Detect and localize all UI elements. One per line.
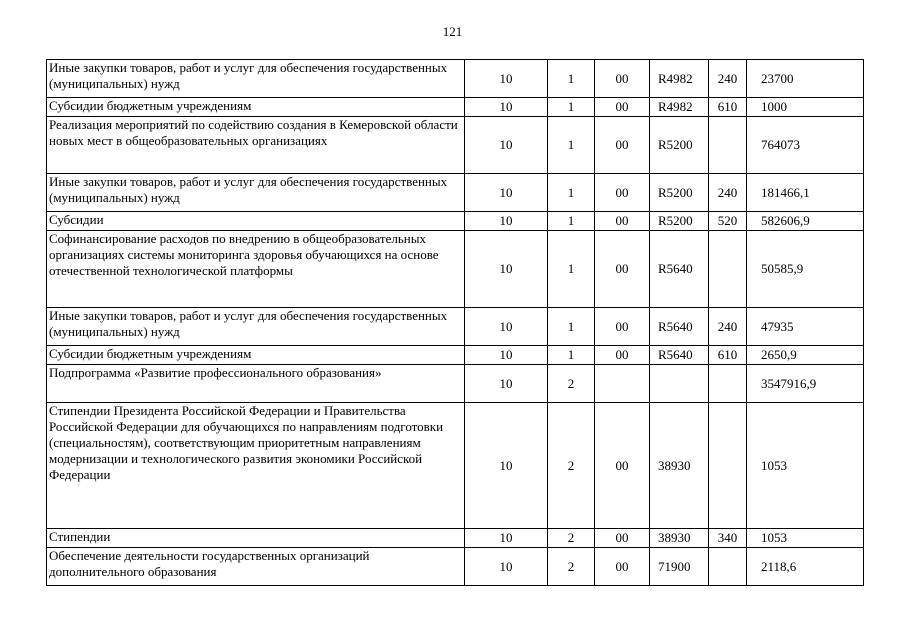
cell-amount: 181466,1 [747, 174, 864, 212]
cell-expense-type [709, 548, 747, 586]
cell-program: 00 [595, 60, 650, 98]
cell-program: 00 [595, 346, 650, 365]
cell-name: Субсидии бюджетным учреждениям [47, 98, 465, 117]
cell-code: R4982 [650, 98, 709, 117]
table-row [47, 174, 864, 212]
cell-amount: 47935 [747, 308, 864, 346]
cell-code: R5200 [650, 117, 709, 174]
cell-code: R5640 [650, 231, 709, 308]
cell-expense-type [709, 403, 747, 529]
cell-subsection: 1 [548, 231, 595, 308]
cell-section: 10 [465, 98, 548, 117]
table-row [47, 365, 864, 403]
cell-name: Софинансирование расходов по внедрению в общеобразовательных организациях системы мониторинга здоровья обучающихся на основе отечественной технологической платформы [47, 231, 465, 308]
cell-section: 10 [465, 308, 548, 346]
cell-code: 38930 [650, 529, 709, 548]
table-row [47, 308, 864, 346]
table-row [47, 231, 864, 308]
cell-name: Обеспечение деятельности государственных организаций дополнительного образования [47, 548, 465, 586]
cell-expense-type [709, 365, 747, 403]
cell-section: 10 [465, 174, 548, 212]
cell-amount: 23700 [747, 60, 864, 98]
cell-name: Иные закупки товаров, работ и услуг для обеспечения государственных (муниципальных) нужд [47, 60, 465, 98]
cell-amount: 3547916,9 [747, 365, 864, 403]
cell-code [650, 365, 709, 403]
cell-program: 00 [595, 98, 650, 117]
cell-expense-type: 340 [709, 529, 747, 548]
cell-amount: 582606,9 [747, 212, 864, 231]
cell-section: 10 [465, 231, 548, 308]
cell-code: R5200 [650, 212, 709, 231]
table-row [47, 529, 864, 548]
cell-name: Стипендии [47, 529, 465, 548]
page-number: 121 [442, 24, 463, 39]
cell-name: Иные закупки товаров, работ и услуг для обеспечения государственных (муниципальных) нужд [47, 308, 465, 346]
cell-code: 38930 [650, 403, 709, 529]
cell-subsection: 2 [548, 403, 595, 529]
table-row [47, 212, 864, 231]
cell-expense-type: 610 [709, 98, 747, 117]
cell-expense-type: 240 [709, 308, 747, 346]
cell-program: 00 [595, 403, 650, 529]
budget-table [46, 59, 864, 586]
cell-program [595, 365, 650, 403]
cell-subsection: 1 [548, 346, 595, 365]
cell-subsection: 1 [548, 174, 595, 212]
cell-name: Субсидии [47, 212, 465, 231]
cell-section: 10 [465, 365, 548, 403]
cell-amount: 764073 [747, 117, 864, 174]
cell-subsection: 1 [548, 117, 595, 174]
cell-name: Субсидии бюджетным учреждениям [47, 346, 465, 365]
cell-program: 00 [595, 231, 650, 308]
cell-code: R5640 [650, 346, 709, 365]
cell-section: 10 [465, 403, 548, 529]
cell-subsection: 1 [548, 60, 595, 98]
table-row [47, 403, 864, 529]
cell-expense-type [709, 117, 747, 174]
cell-name: Подпрограмма «Развитие профессионального образования» [47, 365, 465, 403]
cell-expense-type: 240 [709, 174, 747, 212]
cell-amount: 2118,6 [747, 548, 864, 586]
cell-program: 00 [595, 308, 650, 346]
cell-expense-type: 520 [709, 212, 747, 231]
cell-program: 00 [595, 529, 650, 548]
cell-amount: 2650,9 [747, 346, 864, 365]
table-row [47, 60, 864, 98]
cell-subsection: 1 [548, 308, 595, 346]
cell-subsection: 2 [548, 529, 595, 548]
cell-amount: 1053 [747, 403, 864, 529]
budget-table-body [47, 60, 864, 586]
cell-amount: 50585,9 [747, 231, 864, 308]
table-row [47, 98, 864, 117]
cell-expense-type: 240 [709, 60, 747, 98]
table-row [47, 346, 864, 365]
cell-section: 10 [465, 548, 548, 586]
cell-amount: 1000 [747, 98, 864, 117]
cell-section: 10 [465, 529, 548, 548]
cell-name: Реализация мероприятий по содействию создания в Кемеровской области новых мест в общеобразовательных организациях [47, 117, 465, 174]
cell-subsection: 1 [548, 212, 595, 231]
cell-subsection: 2 [548, 548, 595, 586]
cell-program: 00 [595, 174, 650, 212]
cell-program: 00 [595, 117, 650, 174]
cell-amount: 1053 [747, 529, 864, 548]
cell-program: 00 [595, 548, 650, 586]
cell-code: R4982 [650, 60, 709, 98]
cell-expense-type: 610 [709, 346, 747, 365]
cell-code: 71900 [650, 548, 709, 586]
cell-section: 10 [465, 346, 548, 365]
table-row [47, 117, 864, 174]
cell-section: 10 [465, 117, 548, 174]
cell-name: Стипендии Президента Российской Федерации и Правительства Российской Федерации для обучающихся по направлениям подготовки (специальностям), соответствующим приоритетным направлениям модернизации и технологического развития экономики Российской Федерации [47, 403, 465, 529]
cell-section: 10 [465, 60, 548, 98]
table-row [47, 548, 864, 586]
cell-subsection: 1 [548, 98, 595, 117]
cell-section: 10 [465, 212, 548, 231]
cell-code: R5640 [650, 308, 709, 346]
cell-subsection: 2 [548, 365, 595, 403]
cell-code: R5200 [650, 174, 709, 212]
cell-program: 00 [595, 212, 650, 231]
cell-name: Иные закупки товаров, работ и услуг для обеспечения государственных (муниципальных) нужд [47, 174, 465, 212]
cell-expense-type [709, 231, 747, 308]
